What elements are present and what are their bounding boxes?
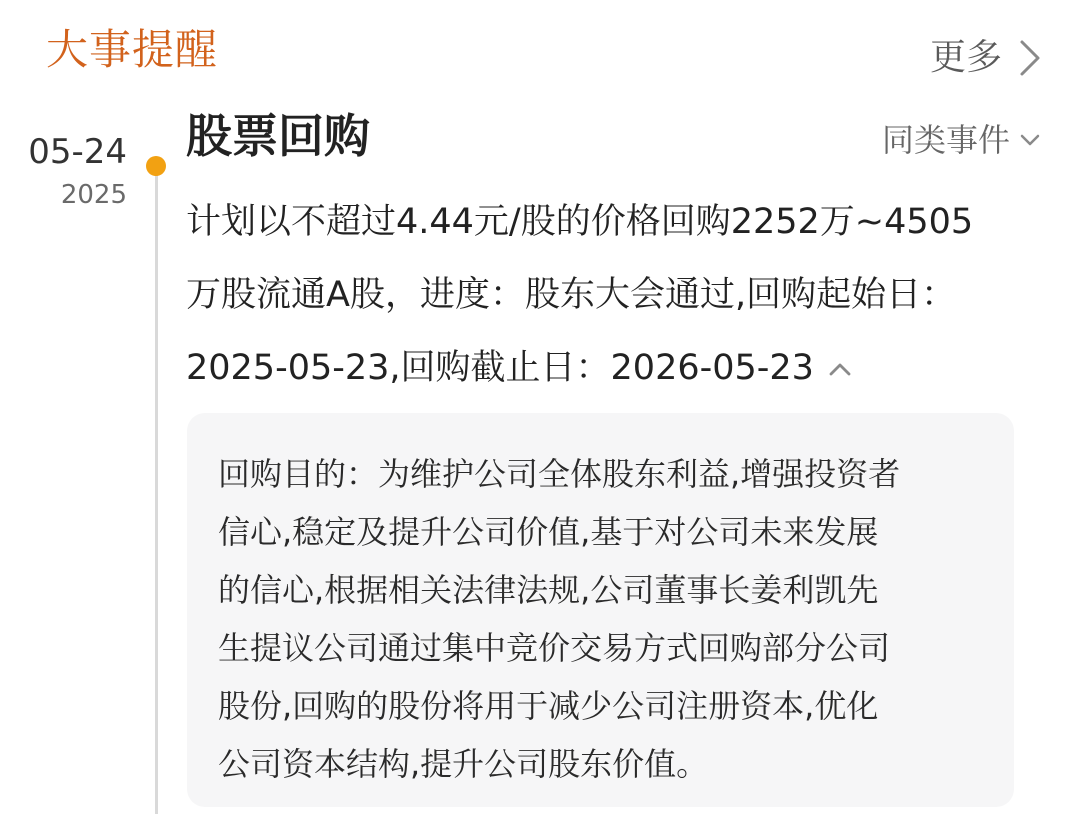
timeline-line (155, 168, 158, 814)
event-date: 05-24 (28, 132, 127, 172)
event-title: 股票回购 (186, 109, 370, 163)
chevron-up-icon[interactable] (826, 359, 854, 379)
detail-line: 回购目的：为维护公司全体股东利益,增强投资者 (218, 455, 901, 493)
detail-line: 股份,回购的股份将用于减少公司注册资本,优化 (218, 687, 879, 725)
timeline-dot (146, 156, 166, 176)
similar-events-button[interactable] (882, 118, 1042, 162)
detail-text (218, 445, 998, 793)
description-line-text: 2025-05-23,回购截止日：2026-05-23 (186, 348, 814, 388)
chevron-right-icon (1012, 38, 1046, 78)
more-label: 更多 (929, 37, 1002, 78)
section-title: 大事提醒 (46, 25, 219, 74)
detail-line: 公司资本结构,提升公司股东价值。 (218, 745, 709, 783)
detail-line: 的信心,根据相关法律法规,公司董事长姜利凯先 (218, 571, 879, 609)
description-line: 万股流通A股，进度：股东大会通过,回购起始日： (186, 275, 957, 315)
chevron-down-icon (1018, 130, 1042, 150)
description-line-last (186, 332, 1032, 405)
event-year: 2025 (60, 180, 127, 210)
similar-events-label: 同类事件 (881, 121, 1010, 159)
more-button[interactable] (930, 34, 1046, 82)
detail-line: 生提议公司通过集中竞价交易方式回购部分公司 (218, 629, 891, 667)
detail-panel (187, 413, 1014, 807)
event-description (186, 186, 1032, 405)
detail-line: 信心,稳定及提升公司价值,基于对公司未来发展 (218, 513, 879, 551)
description-line: 计划以不超过4.44元/股的价格回购2252万~4505 (186, 202, 974, 242)
